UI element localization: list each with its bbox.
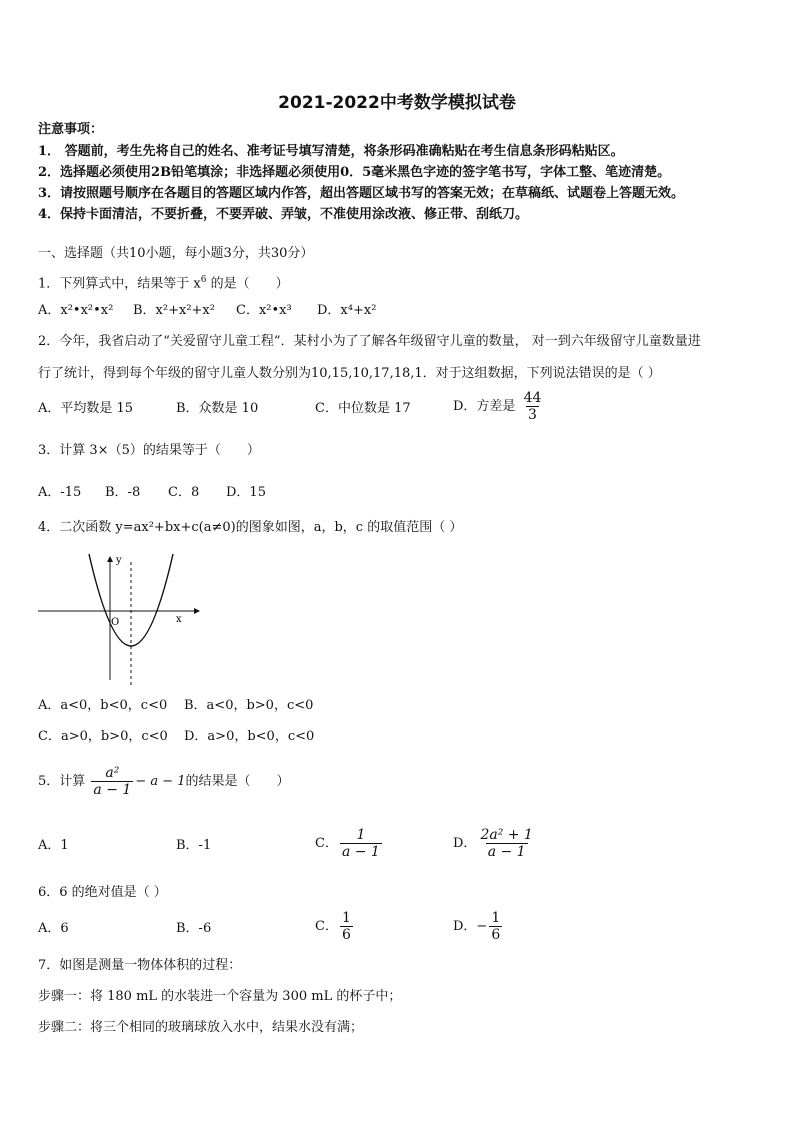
notice-heading: 注意事项： bbox=[38, 122, 104, 137]
q5-option-d: D． $\frac{\text{2a² + 1}}{a - 1}$ bbox=[453, 827, 533, 860]
q4-option-c: C．a>0，b>0，c<0 bbox=[38, 729, 168, 744]
question-2-stem-line2: 行了统计，得到每个年级的留守儿童人数分别为10,15,10,17,18,1．对于这组数据，下列说法错误的是（ ） bbox=[38, 366, 661, 381]
notice-item: 1． 答题前，考生先将自己的姓名、准考证号填写清楚，将条形码准确粘贴在考生信息条形码粘贴区。 bbox=[38, 144, 624, 159]
section-heading: 一、选择题（共10小题，每小题3分，共30分） bbox=[38, 246, 314, 261]
q2-option-d: D．方差是 $\frac{44}{3}$ bbox=[453, 390, 542, 423]
q1-option-d: D．x⁴+x² bbox=[317, 303, 377, 318]
q1-option-c: C．x²•x³ bbox=[236, 303, 292, 318]
q5-option-c: C． $\frac{1}{a - 1}$ bbox=[315, 827, 380, 860]
notice-item: 3．请按照题号顺序在各题目的答题区域内作答，超出答题区域书写的答案无效；在草稿纸、试题卷上答题无效。 bbox=[38, 186, 685, 201]
q4-option-a: A．a<0，b<0，c<0 bbox=[38, 698, 168, 713]
page-title: 2021-2022中考数学模拟试卷 bbox=[278, 93, 516, 113]
q7-step-2: 步骤二：将三个相同的玻璃球放入水中，结果水没有满； bbox=[38, 1020, 364, 1035]
q5-option-a: A．1 bbox=[38, 838, 69, 853]
y-axis-arrow bbox=[107, 556, 113, 562]
notice-item: 2．选择题必须使用2B铅笔填涂；非选择题必须使用0．5毫米黑色字迹的签字笔书写，字体工整、笔迹清楚。 bbox=[38, 165, 671, 180]
q1-option-b: B．x²+x²+x² bbox=[133, 303, 215, 318]
x-axis-label: x bbox=[176, 614, 182, 625]
q6-option-c: C． $\frac{1}{6}$ bbox=[315, 910, 351, 943]
parabola-graph bbox=[34, 548, 204, 688]
question-5-stem: 5．计算 $\frac{\text{a²}}{a - 1}$ − a − 1的结果是（ ） bbox=[38, 765, 290, 798]
x-axis-arrow bbox=[194, 608, 200, 614]
q6-option-a: A．6 bbox=[38, 921, 69, 936]
question-1-stem: 1．下列算式中，结果等于 $x^6$ 的是（ ） bbox=[38, 275, 289, 292]
q4-option-b: B．a<0，b>0，c<0 bbox=[184, 698, 314, 713]
question-6-stem: 6．6 的绝对值是（ ） bbox=[38, 885, 167, 900]
q6-option-b: B．-6 bbox=[176, 921, 212, 936]
q7-step-1: 步骤一：将 180 mL 的水装进一个容量为 300 mL 的杯子中； bbox=[38, 989, 402, 1004]
q2-option-c: C．中位数是 17 bbox=[315, 401, 411, 416]
q4-option-d: D．a>0，b<0，c<0 bbox=[184, 729, 315, 744]
question-3-stem: 3．计算 3×（5）的结果等于（ ） bbox=[38, 443, 260, 458]
origin-label: O bbox=[111, 617, 120, 628]
notice-item: 4．保持卡面清洁，不要折叠，不要弄破、弄皱，不准使用涂改液、修正带、刮纸刀。 bbox=[38, 207, 529, 222]
q5-option-b: B．-1 bbox=[176, 838, 212, 853]
question-7-stem: 7．如图是测量一物体体积的过程： bbox=[38, 958, 242, 973]
q3-option-d: D．15 bbox=[226, 485, 266, 500]
q3-option-a: A．-15 bbox=[38, 485, 82, 500]
q2-option-a: A．平均数是 15 bbox=[38, 401, 134, 416]
question-4-stem: 4．二次函数 y=ax²+bx+c(a≠0)的图象如图，a，b，c 的取值范围（ ） bbox=[38, 520, 463, 535]
q2-option-b: B．众数是 10 bbox=[176, 401, 259, 416]
q6-option-d: D．− $\frac{1}{6}$ bbox=[453, 910, 501, 943]
q3-option-b: B．-8 bbox=[105, 485, 141, 500]
q1-option-a: A．x²•x²•x² bbox=[38, 303, 114, 318]
y-axis-label: y bbox=[116, 555, 122, 566]
question-2-stem-line1: 2．今年，我省启动了“关爱留守儿童工程”．某村小为了了解各年级留守儿童的数量， 对一到六年级留守儿童数量进 bbox=[38, 334, 701, 349]
q3-option-c: C．8 bbox=[168, 485, 200, 500]
